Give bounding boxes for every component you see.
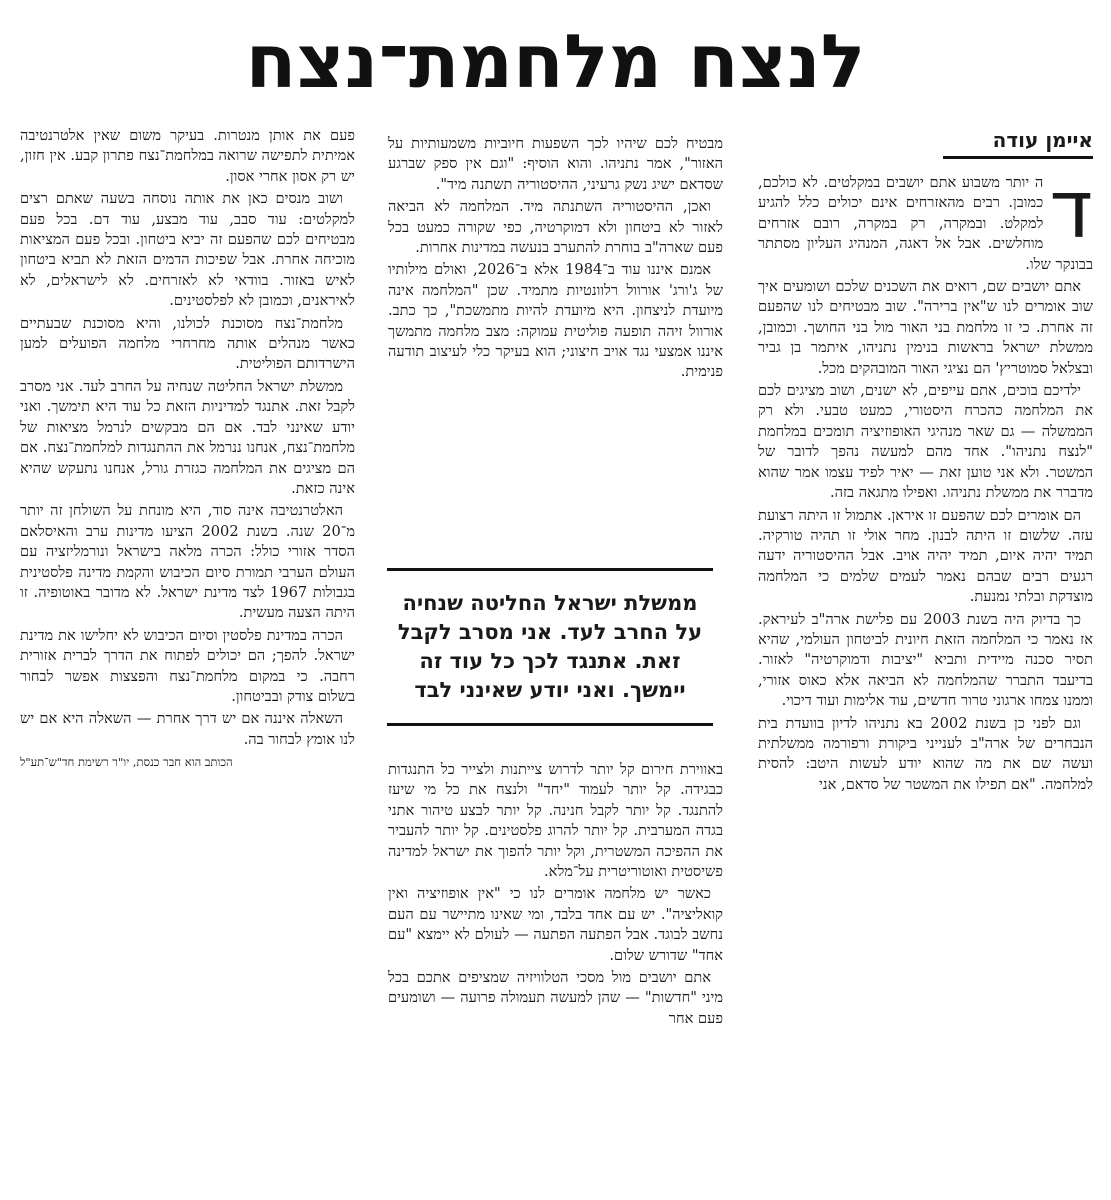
paragraph: השאלה איננה אם יש דרך אחרת — השאלה היא אם יש לנו אומץ לבחור בה.: [20, 710, 355, 748]
paragraph: הם אומרים לכם שהפעם זו איראן. אתמול זו היתה רצועת עזה. שלשום זו היתה לבנון. מחר אולי זו תהיה טורקיה. תמיד יהיה איום, תמיד יהיה אויב. אבל ההיסטוריה ידעה רגעים רבים שבהם נאמר לעמים שלמים כי המלחמה מוצדקת ובלתי נמנעת.: [758, 506, 1093, 606]
paragraph: וגם לפני כן בשנת 2002 בא נתניהו לדיון בוועדת בית הנבחרים של ארה"ב לענייני ביקורת ורפורמה ממשלתית ועשה שם את מה שהוא יודע לעשות היטב: להסית למלחמה. "אם תפילו את המשטר של סדאם, אני: [758, 714, 1093, 793]
paragraph: אתם יושבים מול מסכי הטלוויזיה שמציפים אתכם בכל מיני "חדשות" — שהן למעשה תעמולה פרועה — ושומעים פעם אחר: [388, 969, 723, 1027]
paragraph: כאשר יש מלחמה אומרים לנו כי "אין אופוזיציה ואין קואליציה". יש עם אחד בלבד, ומי שאינו מתיישר עם העם נחשב לבוגד. אבל הפתעה הפתעה — לעולם לא יימצא "עם אחד" שדורש שלום.: [388, 885, 723, 964]
pull-quote: ממשלת ישראל החליטה שנחיה על החרב לעד. אני מסרב לקבל זאת. אתנגד לכך כל עוד זה יימשך. ואני יודע שאינני לבד: [387, 568, 713, 726]
paragraph: באווירת חירום קל יותר לדרוש צייתנות ולצייר כל התנגדות כבגידה. קל יותר לעמוד "יחד" ולנצח את כל מי שיעז להתנגד. קל יותר לקבל חנינה. קל יותר לבצע טיהור אתני בגדה המערבית. קל יותר להרוג פלסטינים. קל יותר להעביר את ההפיכה המשטרית, וקל יותר להפוך את ישראל למדינה פשיסטית ואוטוריטרית על־מלא.: [388, 761, 723, 881]
paragraph: האלטרנטיבה אינה סוד, היא מונחת על השולחן זה יותר מ־20 שנה. בשנת 2002 הציעו מדינות ערב והאיסלאם הסדר אזורי כולל: הכרה מלאה בישראל ונורמליזציה עם העולם הערבי תמורת סיום הכיבוש והקמת מדינה פלסטינית בגבולות 1967 לצד מדינת ישראל. לא מדובר באוטופיה. זו היתה הצעה מעשית.: [20, 502, 356, 622]
headline: לנצח מלחמת־נצח: [245, 19, 866, 105]
paragraph: מבטיח לכם שיהיו לכך השפעות חיוביות משמעותיות על האזור", אמר נתניהו. והוא הוסיף: "וגם אין ספק שברגע שסדאם ישיג נשק גרעיני, ההיסטוריה תשתנה מיד".: [388, 135, 723, 193]
paragraph: ממשלת ישראל החליטה שנחיה על החרב לעד. אני מסרב לקבל זאת. אתנגד למדיניות הזאת כל עוד היא תימשך. ואני יודע שאינני לבד. אם הם מבקשים לנרמל מציאות של מלחמת־נצח, אנחנו ננרמל את ההתנגדות למלחמת־נצח. אם הם מציגים את המלחמה כגזרת גורל, אנחנו נתעקש שהיא אינה כזאת.: [20, 377, 355, 497]
paragraph: ילדיכם בוכים, אתם עייפים, לא ישנים, ושוב מציגים לכם את המלחמה כהכרח היסטורי, כמעט טבעי. ולא רק הממשלה — גם שאר מנהיגי האופוזיציה תומכים במלחמת "לנצח נתניהו". אחד מהם למעשה נהפך לדובר של המשטר. ולא אני טוען זאת — יאיר לפיד עצמו אמר שהוא מדברר את ממשלת נתניהו. ואפילו מתגאה בזה.: [758, 382, 1093, 502]
paragraph: כך בדיוק היה בשנת 2003 עם פלישת ארה"ב לעיראק. אז נאמר כי המלחמה הזאת חיונית לביטחון העולמי, שהיא תסיר סכנה מיידית ותביא "יציבות ודמוקרטיה" לאזור. בדיעבד התברר שהמלחמה לא הביאה אלא כאוס אזורי, וממנו צמחו ארגוני טרור חדשים, עוד אלימות ועוד דיכוי.: [758, 610, 1093, 710]
column-left: [20, 126, 355, 770]
column-right: [758, 126, 1093, 797]
paragraph: ושוב מנסים כאן את אותה נוסחה בשעה שאתם רצים למקלטים: עוד סבב, עוד מבצע, עוד דם. בכל פעם מבטיחים לכם שהפעם זה יביא ביטחון. ובכל פעם המציאות מוכיחה אחרת. אבל שפיכות הדמים הזאת לא תביא ביטחון לאיש באזור. בוודאי לא לאזרחים. לא לישראלים, לא לאיראנים, וכמובן לא לפלסטינים.: [20, 190, 355, 310]
paragraph: ד ה יותר משבוע אתם יושבים במקלטים. לא כולכם, כמובן. רבים מהאזרחים אינם יכולים כלל להגיע למקלט. ובמקרה, רק במקרה, רובם אזרחים מוחלשים. אבל אל דאגה, המנהיג העליון מסתתר בבונקר שלו.: [758, 163, 1093, 273]
column-middle: [388, 134, 723, 385]
paragraph: הכרה במדינת פלסטין וסיום הכיבוש לא יחלישו את מדינת ישראל. להפך; הם יכולים לפתוח את הדרך לברית אזורית רחבה. כי במקום מלחמת־נצח והפצצות אפשר לבחור בשלום צודק ובביטחון.: [20, 626, 355, 705]
paragraph: פעם את אותן מנטרות. בעיקר משום שאין אלטרנטיבה אמיתית לתפישה שרואה במלחמת־נצח פתרון קבע. אין חזון, יש רק אסון אחרי אסון.: [20, 127, 355, 185]
paragraph: ואכן, ההיסטוריה השתנתה מיד. המלחמה לא הביאה לאזור לא ביטחון ולא דמוקרטיה, כפי שקורה כמעט בכל פעם שארה"ב בוחרת להתערב בנעשה במדינות אחרות.: [388, 198, 723, 257]
column-middle-bottom: [388, 760, 723, 1031]
paragraph: מלחמת־נצח מסוכנת לכולנו, והיא מסוכנת שבעתיים כאשר מנהלים אותה מחרחרי מלחמה הפועלים למען הישרדותם הפוליטית.: [20, 314, 355, 373]
paragraph: אתם יושבים שם, רואים את השכנים שלכם ושומעים איך שוב אומרים לנו ש"אין ברירה". שוב מבטיחים לנו שהפעם זה אחרת. כי זו מלחמת בני האור מול בני החושך. וכמובן, ממשלת ישראל בראשות בנימין נתניהו, איתמר בן גביר ובצלאל סמוטריץ' הם נציגי האור המובהקים מכל.: [758, 278, 1093, 377]
paragraph: אמנם איננו עוד ב־1984 אלא ב־2026, ואולם מילותיו של ג'ורג' אורוול רלוונטיות מתמיד. שכן "המלחמה אינה מיועדת לניצחון. היא מיועדת להיות מתמשכת", כך כתב. אורוול זיהה תופעה פוליטית עמוקה: מצב מלחמה מתמשך איננו אמצעי נגד אויב חיצוני; הוא בעיקר כלי לעיצוב תודעה פנימית.: [388, 261, 723, 381]
dropcap: ד: [1049, 163, 1093, 256]
author-note: הכותב הוא חבר כנסת, יו"ר רשימת חד"ש־תע"ל: [20, 755, 233, 770]
byline: איימן עודה: [943, 126, 1093, 159]
